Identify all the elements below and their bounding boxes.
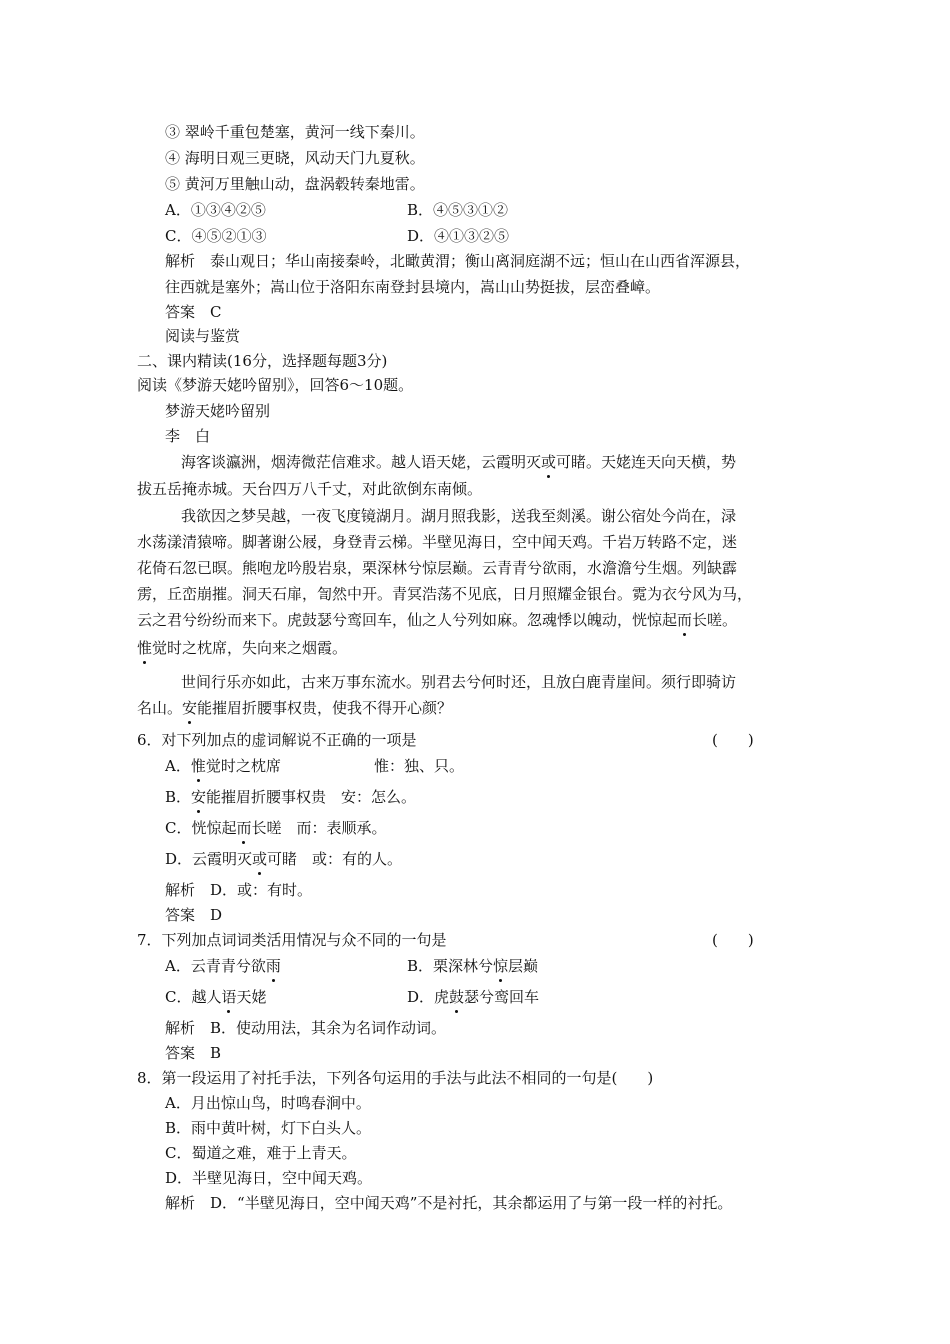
- poem-line: 花倚石忽已暝。熊咆龙吟殷岩泉，栗深林兮惊层巅。云青青兮欲雨，水澹澹兮生烟。列缺霹: [137, 559, 738, 577]
- q5-answer: 答案 C: [165, 303, 222, 321]
- q5-option-a: A．①③④②⑤: [165, 201, 266, 219]
- q5-analysis: 解析 泰山观日；华山南接秦岭，北瞰黄渭；衡山离洞庭湖不远；恒山在山西省浑源县，: [165, 252, 751, 270]
- q8-stem: 8．第一段运用了衬托手法，下列各句运用的手法与此法不相同的一句是( ): [137, 1069, 654, 1087]
- emphasis-dot-char: 惟: [137, 639, 153, 657]
- q7-option-c: C．越人语天姥: [165, 988, 267, 1006]
- poem-line: 水荡漾清猿啼。脚著谢公屐，身登青云梯。半壁见海日，空中闻天鸡。千岩万转路不定，迷: [137, 533, 738, 551]
- section-title: 二、课内精读(16分，选择题每题3分): [137, 352, 388, 370]
- answer-bracket: ( ): [712, 931, 754, 949]
- q5-option-c: C．④⑤②①③: [165, 227, 267, 245]
- q6-option-d: D．云霞明灭或可睹 或：有的人。: [165, 850, 403, 868]
- poem-title: 梦游天姥吟留别: [165, 402, 271, 420]
- q8-option-a: A．月出惊山鸟，时鸣春涧中。: [165, 1094, 371, 1112]
- q8-analysis: 解析 D．“半壁见海日，空中闻天鸡”不是衬托，其余都运用了与第一段一样的衬托。: [165, 1194, 733, 1212]
- section-intro: 阅读《梦游天姥吟留别》，回答6～10题。: [137, 376, 414, 394]
- emphasis-dot-char: 安: [191, 788, 207, 806]
- q6-option-a-gloss: 惟：独、只。: [374, 757, 465, 775]
- q7-option-d: D．虎鼓瑟兮鸾回车: [407, 988, 540, 1006]
- poem-line: 云之君兮纷纷而来下。虎鼓瑟兮鸾回车，仙之人兮列如麻。忽魂悸以魄动，恍惊起而长嗟。: [137, 611, 738, 629]
- emphasis-dot-char: 语: [221, 988, 237, 1006]
- q5-option-d: D．④①③②⑤: [407, 227, 510, 245]
- emphasis-dot-char: 惟: [190, 757, 206, 775]
- list-item: ⑤ 黄河万里触山动，盘涡毂转秦地雷。: [165, 175, 425, 193]
- q6-analysis: 解析 D．或：有时。: [165, 881, 313, 899]
- poem-author: 李 白: [165, 427, 211, 445]
- q7-analysis: 解析 B．使动用法，其余为名词作动词。: [165, 1019, 447, 1037]
- q7-answer: 答案 B: [165, 1044, 222, 1062]
- emphasis-dot-char: 安: [182, 699, 198, 717]
- q6-stem: 6．对下列加点的虚词解说不正确的一项是: [137, 731, 417, 749]
- poem-line: 拔五岳掩赤城。天台四万八千丈，对此欲倒东南倾。: [137, 480, 483, 498]
- poem-line: 惟觉时之枕席，失向来之烟霞。: [137, 639, 348, 657]
- q6-option-a: A．惟觉时之枕席: [165, 757, 281, 775]
- emphasis-dot-char: 或: [541, 453, 557, 471]
- q8-option-b: B．雨中黄叶树，灯下白头人。: [165, 1119, 372, 1137]
- q6-option-c: C．恍惊起而长嗟 而：表顺承。: [165, 819, 387, 837]
- q8-option-c: C．蜀道之难，难于上青天。: [165, 1144, 357, 1162]
- answer-bracket: ( ): [712, 731, 754, 749]
- emphasis-dot-char: 而: [236, 819, 252, 837]
- poem-line: 海客谈瀛洲，烟涛微茫信难求。越人语天姥，云霞明灭或可睹。天姥连天向天横，势: [181, 453, 737, 471]
- emphasis-dot-char: 或: [252, 850, 268, 868]
- poem-line: 我欲因之梦吴越，一夜飞度镜湖月。湖月照我影，送我至剡溪。谢公宿处今尚在，渌: [181, 507, 737, 525]
- poem-line: 雳，丘峦崩摧。洞天石扉，訇然中开。青冥浩荡不见底，日月照耀金银台。霓为衣兮风为马，: [137, 585, 753, 603]
- list-item: ④ 海明日观三更晓，风动天门九夏秋。: [165, 149, 425, 167]
- q8-option-d: D．半壁见海日，空中闻天鸡。: [165, 1169, 373, 1187]
- q6-answer: 答案 D: [165, 906, 223, 924]
- poem-line: 世间行乐亦如此，古来万事东流水。别君去兮何时还，且放白鹿青崖间。须行即骑访: [181, 673, 737, 691]
- emphasis-dot-char: 雨: [265, 957, 281, 975]
- q5-analysis-cont: 往西就是塞外；嵩山位于洛阳东南登封县境内，嵩山山势挺拔，层峦叠嶂。: [165, 278, 661, 296]
- q6-option-b: B．安能摧眉折腰事权贵 安：怎么。: [165, 788, 417, 806]
- emphasis-dot-char: 惊: [493, 957, 509, 975]
- q7-option-b: B．栗深林兮惊层巅: [407, 957, 539, 975]
- emphasis-dot-char: 鼓: [449, 988, 465, 1006]
- emphasis-dot-char: 而: [677, 611, 693, 629]
- list-item: ③ 翠岭千重包楚塞，黄河一线下秦川。: [165, 123, 425, 141]
- q7-stem: 7．下列加点词词类活用情况与众不同的一句是: [137, 931, 447, 949]
- poem-line: 名山。安能摧眉折腰事权贵，使我不得开心颜？: [137, 699, 453, 717]
- section-heading: 阅读与鉴赏: [165, 327, 241, 345]
- q7-option-a: A．云青青兮欲雨: [165, 957, 281, 975]
- q5-option-b: B．④⑤③①②: [407, 201, 509, 219]
